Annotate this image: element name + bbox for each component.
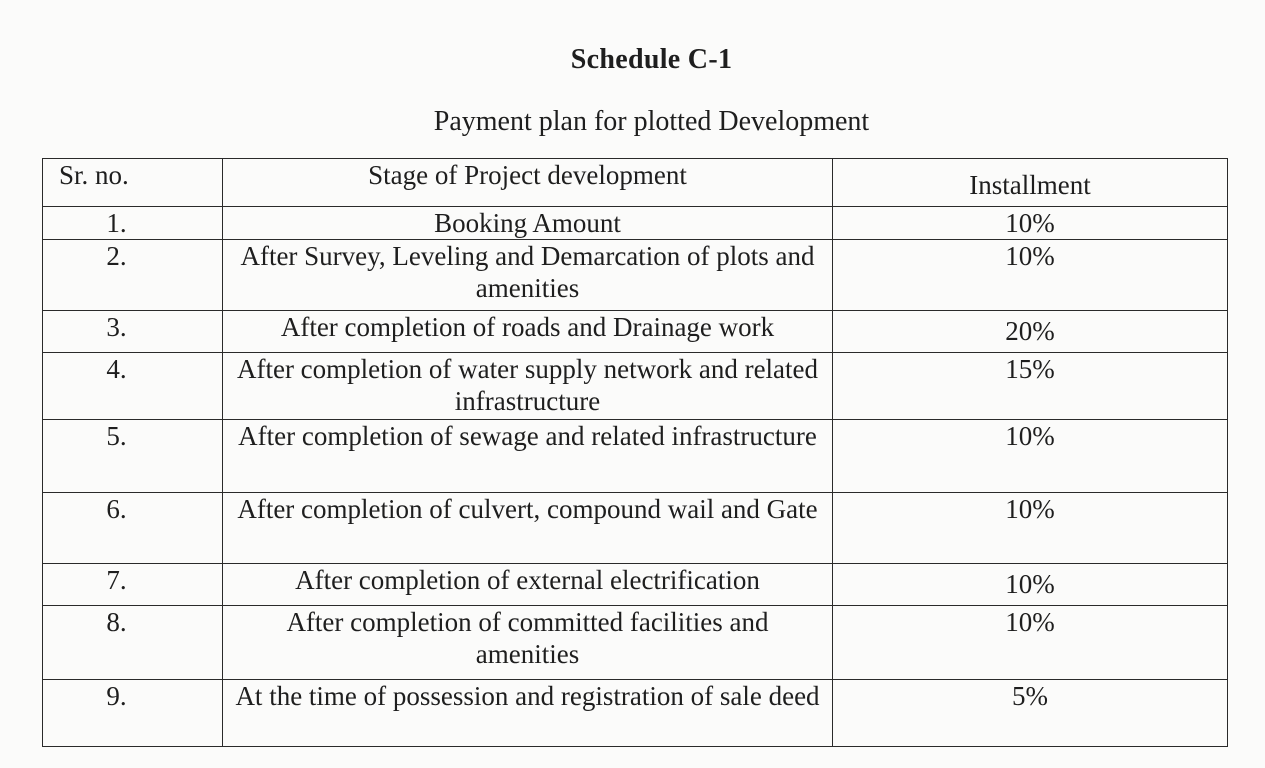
table-row [43,680,1228,747]
payment-plan-table [42,158,1228,747]
row-sr-no: 1. [43,207,223,240]
row-installment: 10% [833,420,1228,493]
table-row [43,420,1228,493]
row-stage: Booking Amount [223,207,833,240]
row-sr-no: 2. [43,240,223,311]
table-row [43,353,1228,420]
schedule-subtitle: Payment plan for plotted Development [433,106,870,137]
table-row [43,493,1228,564]
row-sr-no: 6. [43,493,223,564]
row-installment: 10% [833,564,1228,606]
row-installment: 10% [833,207,1228,240]
row-stage: After completion of water supply network and related infrastructure [223,353,833,420]
row-installment: 5% [833,680,1228,747]
row-sr-no: 4. [43,353,223,420]
header-sr-no: Sr. no. [43,159,223,207]
table-header-row [43,159,1228,207]
row-stage: After Survey, Leveling and Demarcation of plots and amenities [223,240,833,311]
header-stage: Stage of Project development [223,159,833,207]
row-stage: At the time of possession and registration of sale deed [223,680,833,747]
row-sr-no: 9. [43,680,223,747]
row-installment: 10% [833,240,1228,311]
row-stage: After completion of committed facilities and amenities [223,606,833,680]
header-installment: Installment [833,159,1228,207]
schedule-title: Schedule C-1 [570,44,733,75]
row-installment: 10% [833,606,1228,680]
row-installment: 10% [833,493,1228,564]
row-sr-no: 3. [43,311,223,353]
row-stage: After completion of sewage and related infrastructure [223,420,833,493]
row-sr-no: 7. [43,564,223,606]
row-sr-no: 8. [43,606,223,680]
table-row [43,606,1228,680]
row-stage: After completion of culvert, compound wail and Gate [223,493,833,564]
table-row [43,311,1228,353]
row-installment: 15% [833,353,1228,420]
table-row [43,564,1228,606]
row-stage: After completion of roads and Drainage work [223,311,833,353]
row-sr-no: 5. [43,420,223,493]
row-stage: After completion of external electrification [223,564,833,606]
table-row [43,240,1228,311]
row-installment: 20% [833,311,1228,353]
table-row [43,207,1228,240]
